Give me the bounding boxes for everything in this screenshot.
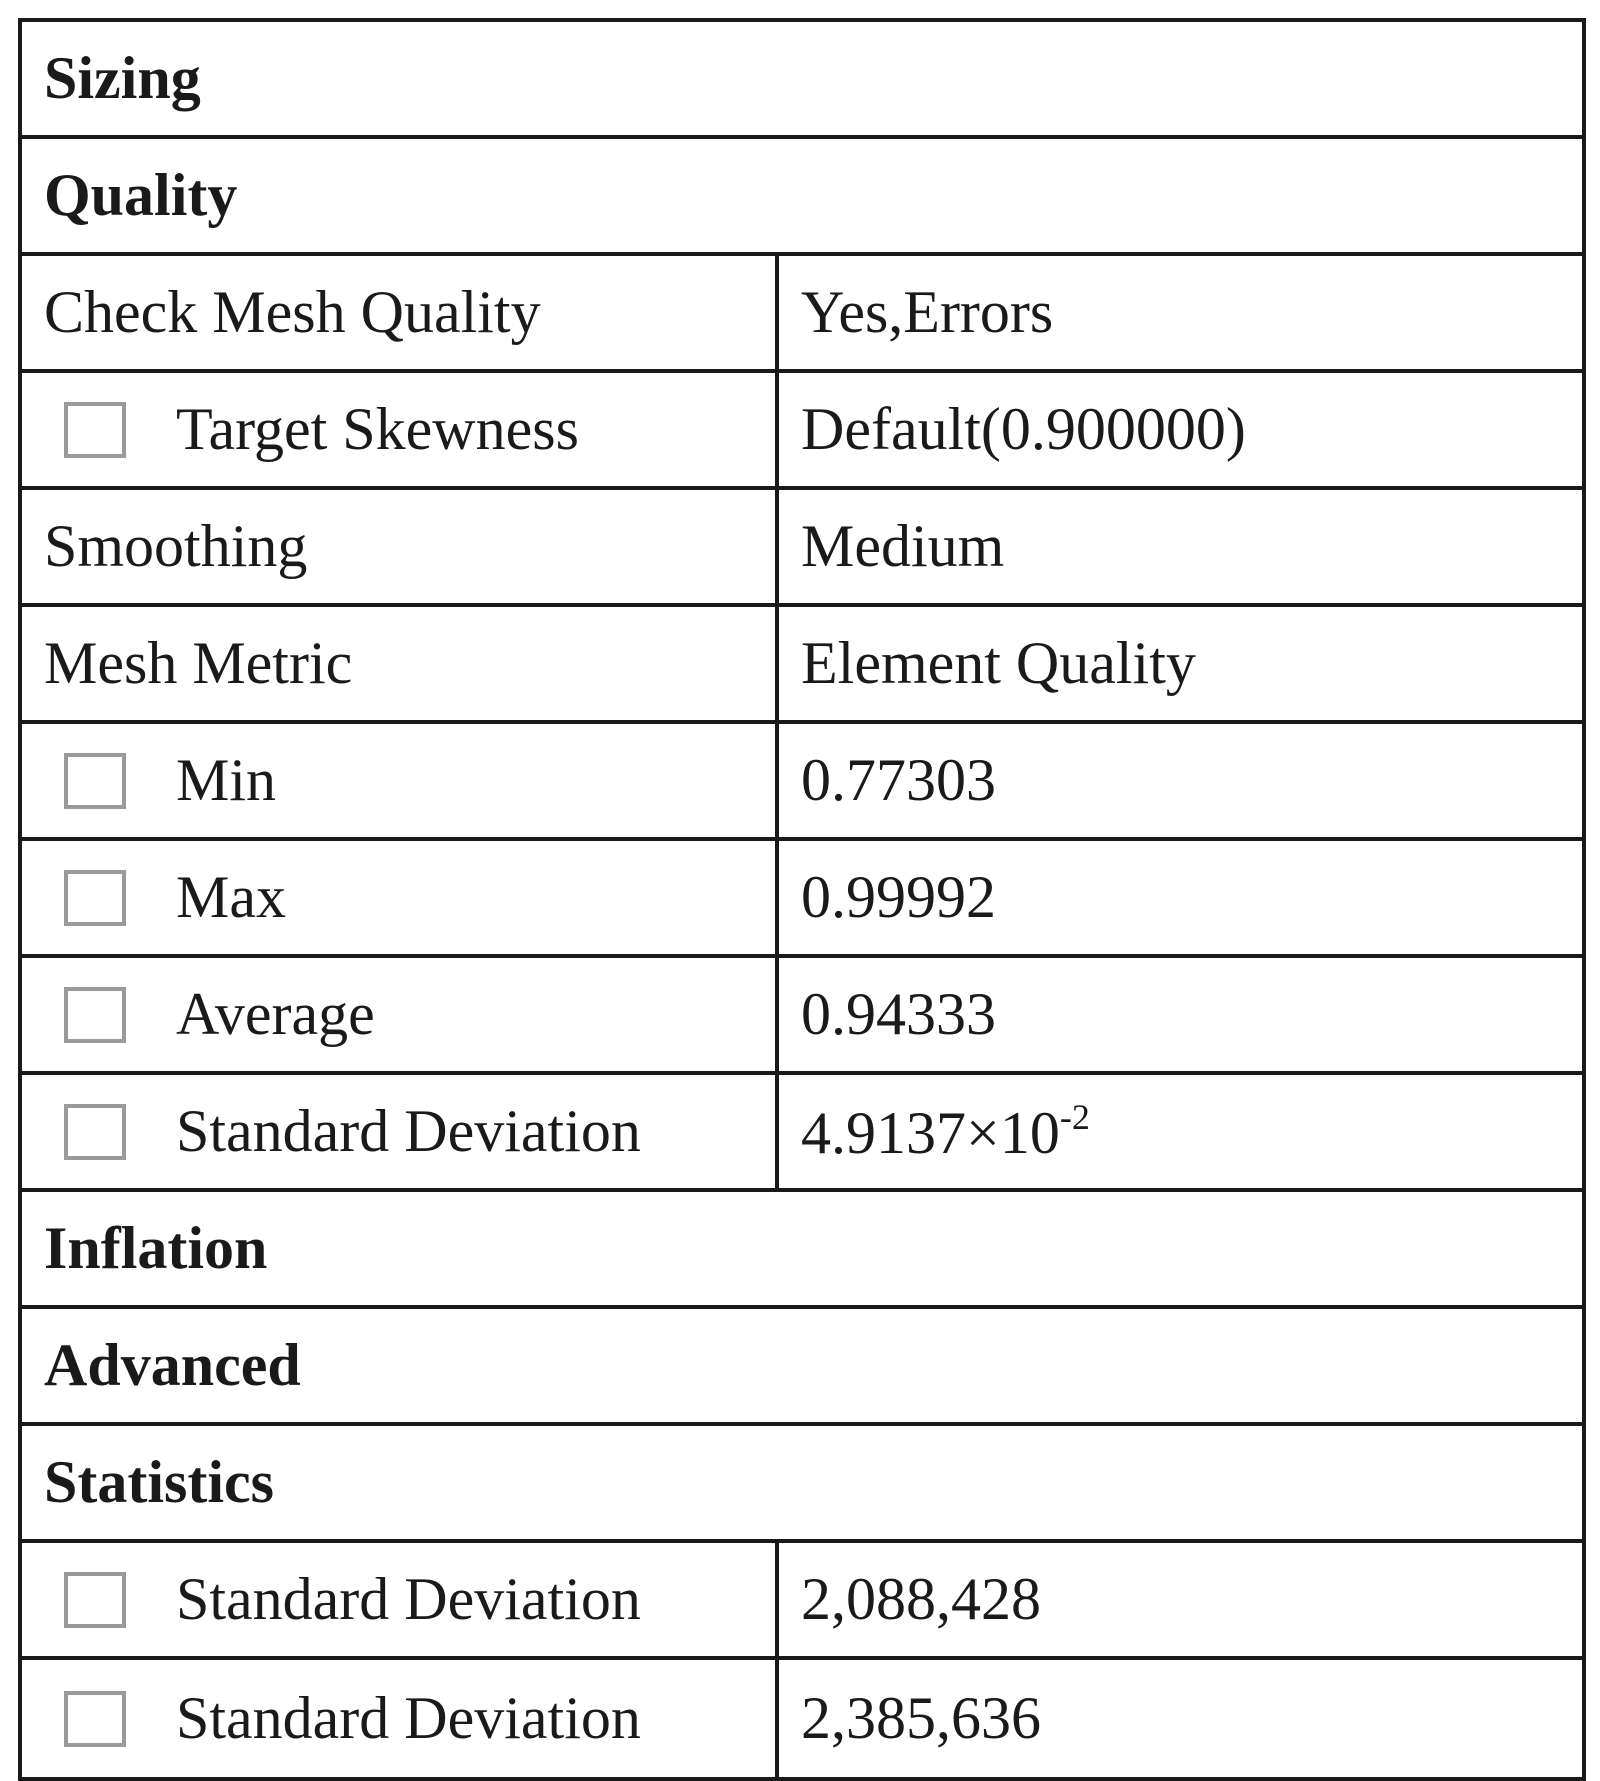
property-label-cell bbox=[22, 958, 779, 1071]
property-row-max[interactable] bbox=[22, 841, 1582, 958]
property-value: 2,088,428 bbox=[801, 1566, 1041, 1632]
mesh-details-panel bbox=[18, 18, 1586, 1781]
property-label-cell bbox=[22, 607, 779, 720]
property-value-cell bbox=[779, 841, 1582, 954]
property-value[interactable]: Default(0.900000) bbox=[801, 396, 1246, 462]
property-label: Max bbox=[176, 864, 286, 930]
property-row-average[interactable] bbox=[22, 958, 1582, 1075]
property-value[interactable]: Yes,Errors bbox=[801, 279, 1054, 345]
section-row-inflation[interactable] bbox=[22, 1192, 1582, 1309]
section-row-statistics[interactable] bbox=[22, 1426, 1582, 1543]
value-base: 4.9137×10 bbox=[801, 1099, 1060, 1166]
property-label-cell bbox=[22, 490, 779, 603]
property-label-cell bbox=[22, 1660, 779, 1777]
property-value bbox=[801, 1096, 1090, 1168]
property-value: 0.94333 bbox=[801, 981, 996, 1047]
parameter-checkbox[interactable] bbox=[64, 402, 126, 458]
property-value-cell bbox=[779, 1543, 1582, 1656]
property-value-cell bbox=[779, 1660, 1582, 1777]
parameter-checkbox[interactable] bbox=[64, 753, 126, 809]
property-label: Average bbox=[176, 981, 375, 1047]
property-label-cell bbox=[22, 256, 779, 369]
property-value: 0.99992 bbox=[801, 864, 996, 930]
property-value-cell[interactable] bbox=[779, 490, 1582, 603]
property-label: Standard Deviation bbox=[176, 1098, 641, 1164]
property-row-min[interactable] bbox=[22, 724, 1582, 841]
section-row-sizing[interactable] bbox=[22, 22, 1582, 139]
property-label: Standard Deviation bbox=[176, 1685, 641, 1751]
section-header-inflation[interactable]: Inflation bbox=[44, 1215, 268, 1281]
section-header-sizing[interactable]: Sizing bbox=[44, 45, 201, 111]
section-header-statistics[interactable]: Statistics bbox=[44, 1449, 274, 1515]
parameter-checkbox[interactable] bbox=[64, 1104, 126, 1160]
property-label-cell bbox=[22, 841, 779, 954]
property-value-cell[interactable] bbox=[779, 373, 1582, 486]
property-row-mesh-metric[interactable] bbox=[22, 607, 1582, 724]
section-row-quality[interactable] bbox=[22, 139, 1582, 256]
property-row-target-skewness[interactable] bbox=[22, 373, 1582, 490]
property-value-cell[interactable] bbox=[779, 607, 1582, 720]
property-value: 2,385,636 bbox=[801, 1685, 1041, 1751]
section-header-advanced[interactable]: Advanced bbox=[44, 1332, 301, 1398]
property-label: Smoothing bbox=[44, 513, 308, 579]
property-row-standard-deviation[interactable] bbox=[22, 1075, 1582, 1192]
property-value[interactable]: Medium bbox=[801, 513, 1005, 579]
property-label-cell bbox=[22, 1075, 779, 1188]
parameter-checkbox[interactable] bbox=[64, 870, 126, 926]
property-label: Target Skewness bbox=[176, 396, 579, 462]
property-row-smoothing[interactable] bbox=[22, 490, 1582, 607]
property-label: Min bbox=[176, 747, 277, 813]
property-value-cell[interactable] bbox=[779, 256, 1582, 369]
property-label: Standard Deviation bbox=[176, 1566, 641, 1632]
property-value-cell bbox=[779, 958, 1582, 1071]
property-value[interactable]: Element Quality bbox=[801, 630, 1196, 696]
property-label-cell bbox=[22, 373, 779, 486]
statistics-row[interactable] bbox=[22, 1543, 1582, 1660]
property-label: Check Mesh Quality bbox=[44, 279, 541, 345]
parameter-checkbox[interactable] bbox=[64, 1572, 126, 1628]
value-exponent: -2 bbox=[1059, 1096, 1090, 1137]
property-label-cell bbox=[22, 724, 779, 837]
parameter-checkbox[interactable] bbox=[64, 987, 126, 1043]
property-value-cell bbox=[779, 1075, 1582, 1188]
property-value-cell bbox=[779, 724, 1582, 837]
section-header-quality[interactable]: Quality bbox=[44, 162, 238, 228]
statistics-row[interactable] bbox=[22, 1660, 1582, 1777]
property-label-cell bbox=[22, 1543, 779, 1656]
property-value: 0.77303 bbox=[801, 747, 996, 813]
property-label: Mesh Metric bbox=[44, 630, 353, 696]
parameter-checkbox[interactable] bbox=[64, 1691, 126, 1747]
property-row-check-mesh-quality[interactable] bbox=[22, 256, 1582, 373]
section-row-advanced[interactable] bbox=[22, 1309, 1582, 1426]
